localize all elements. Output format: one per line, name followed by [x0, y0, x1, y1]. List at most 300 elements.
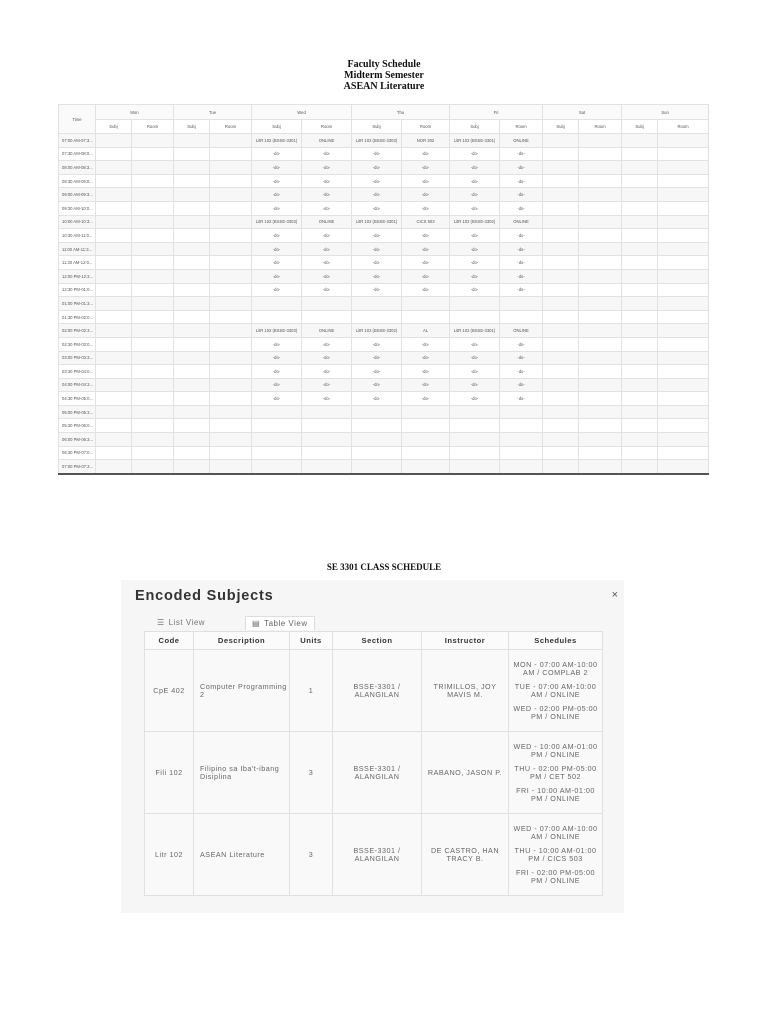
- subj-header: Subj: [622, 120, 658, 134]
- room-cell: [210, 460, 252, 474]
- title-line-2: Midterm Semester: [344, 70, 424, 81]
- day-header-mon: Mon: [96, 105, 174, 120]
- room-cell: -do-: [402, 392, 450, 406]
- room-cell: [658, 337, 709, 351]
- subj-header: Subj: [450, 120, 500, 134]
- encoded-subjects-panel: [121, 580, 624, 913]
- subj-cell: [96, 446, 132, 460]
- subj-room-header-row: [59, 120, 709, 134]
- room-cell: [500, 433, 543, 447]
- subj-cell: [543, 147, 579, 161]
- time-cell: 09:00 AM-09:3...: [59, 188, 96, 202]
- room-cell: [132, 337, 174, 351]
- room-cell: [579, 365, 622, 379]
- room-cell: [210, 405, 252, 419]
- time-cell: 04:30 PM-05:0...: [59, 392, 96, 406]
- room-cell: [210, 378, 252, 392]
- subj-cell: -do-: [352, 392, 402, 406]
- room-cell: -do-: [402, 229, 450, 243]
- subj-cell: [352, 433, 402, 447]
- room-cell: -do-: [500, 337, 543, 351]
- table-row: [59, 405, 709, 419]
- subj-cell: [622, 337, 658, 351]
- room-header: Room: [132, 120, 174, 134]
- schedule-entry: FRI - 10:00 AM-01:00 PM / ONLINE: [516, 785, 595, 803]
- room-cell: ONLINE: [302, 134, 352, 148]
- subj-cell: -do-: [450, 269, 500, 283]
- subj-cell: [622, 147, 658, 161]
- schedule-body: [59, 134, 709, 474]
- schedule-entry: WED - 07:00 AM-10:00 AM / ONLINE: [513, 823, 598, 841]
- class-schedule-title: SE 3301 CLASS SCHEDULE: [326, 562, 442, 572]
- room-cell: [402, 310, 450, 324]
- subj-cell: [174, 337, 210, 351]
- subj-cell: [543, 297, 579, 311]
- room-cell: -do-: [302, 161, 352, 175]
- subj-cell: [174, 324, 210, 338]
- subj-cell: [450, 460, 500, 474]
- room-cell: [579, 297, 622, 311]
- subj-cell: [174, 378, 210, 392]
- room-cell: -do-: [500, 269, 543, 283]
- room-cell: [132, 392, 174, 406]
- col-instructor: Instructor: [422, 632, 509, 650]
- room-cell: [579, 310, 622, 324]
- subj-cell: [174, 215, 210, 229]
- subj-cell: [622, 446, 658, 460]
- table-row: [59, 351, 709, 365]
- subj-cell: [543, 324, 579, 338]
- encoded-subjects-table: [144, 631, 603, 896]
- subj-cell: [543, 229, 579, 243]
- time-cell: 05:00 PM-05:3...: [59, 405, 96, 419]
- room-cell: [658, 405, 709, 419]
- subj-cell: [96, 337, 132, 351]
- room-cell: -do-: [402, 201, 450, 215]
- units-cell: 1: [290, 650, 333, 732]
- subj-cell: -do-: [450, 392, 500, 406]
- subj-cell: -do-: [352, 188, 402, 202]
- room-cell: NOR 302: [402, 134, 450, 148]
- room-cell: -do-: [402, 365, 450, 379]
- subj-cell: [622, 365, 658, 379]
- subj-cell: -do-: [252, 283, 302, 297]
- room-cell: [579, 433, 622, 447]
- room-cell: AL: [402, 324, 450, 338]
- subj-cell: [622, 134, 658, 148]
- room-cell: [658, 147, 709, 161]
- room-cell: [500, 446, 543, 460]
- room-cell: [658, 419, 709, 433]
- room-cell: -do-: [302, 378, 352, 392]
- room-cell: [132, 174, 174, 188]
- room-cell: [658, 392, 709, 406]
- time-cell: 06:30 PM-07:0...: [59, 446, 96, 460]
- subj-cell: [622, 188, 658, 202]
- subj-cell: -do-: [450, 174, 500, 188]
- subj-cell: [96, 297, 132, 311]
- subj-cell: [352, 297, 402, 311]
- subj-cell: -do-: [252, 392, 302, 406]
- subj-cell: [96, 161, 132, 175]
- room-cell: [302, 405, 352, 419]
- room-cell: -do-: [302, 269, 352, 283]
- tab-list-view[interactable]: [151, 616, 211, 629]
- room-cell: [579, 188, 622, 202]
- subj-cell: [543, 161, 579, 175]
- room-cell: -do-: [302, 147, 352, 161]
- col-units: Units: [290, 632, 333, 650]
- subj-cell: [622, 310, 658, 324]
- subj-cell: LitR 102 (BSSE-3303): [252, 324, 302, 338]
- room-header: Room: [302, 120, 352, 134]
- room-cell: [132, 365, 174, 379]
- room-cell: -do-: [402, 337, 450, 351]
- table-row: [59, 378, 709, 392]
- table-row: [59, 392, 709, 406]
- room-cell: [402, 460, 450, 474]
- room-cell: [210, 242, 252, 256]
- subj-cell: [622, 174, 658, 188]
- subj-cell: [252, 297, 302, 311]
- subj-cell: -do-: [450, 283, 500, 297]
- room-cell: [210, 297, 252, 311]
- subj-cell: [543, 392, 579, 406]
- subj-cell: [96, 147, 132, 161]
- table-row: [59, 256, 709, 270]
- tab-table-view[interactable]: [245, 616, 315, 630]
- subj-cell: [622, 405, 658, 419]
- time-cell: 02:30 PM-03:0...: [59, 337, 96, 351]
- title-line-1: Faculty Schedule: [347, 59, 421, 70]
- subj-cell: LitR 102 (BSSE-3303): [352, 134, 402, 148]
- room-cell: [579, 460, 622, 474]
- subj-cell: -do-: [352, 337, 402, 351]
- subj-cell: -do-: [450, 378, 500, 392]
- room-cell: [658, 269, 709, 283]
- time-cell: 11:30 AM-12:0...: [59, 256, 96, 270]
- day-header-sun: Sun: [622, 105, 709, 120]
- room-cell: -do-: [500, 378, 543, 392]
- subj-cell: [96, 229, 132, 243]
- subj-cell: -do-: [352, 242, 402, 256]
- room-cell: [500, 310, 543, 324]
- subj-cell: [450, 405, 500, 419]
- subj-cell: LitR 102 (BSSE-3301): [352, 215, 402, 229]
- room-cell: [210, 174, 252, 188]
- subj-cell: [252, 460, 302, 474]
- subj-cell: [96, 188, 132, 202]
- subj-cell: -do-: [450, 161, 500, 175]
- room-cell: [210, 310, 252, 324]
- table-row: [59, 229, 709, 243]
- room-cell: [500, 419, 543, 433]
- table-row: [59, 147, 709, 161]
- room-cell: -do-: [302, 283, 352, 297]
- room-cell: [658, 215, 709, 229]
- room-cell: -do-: [500, 351, 543, 365]
- subj-cell: -do-: [252, 378, 302, 392]
- subj-cell: [96, 433, 132, 447]
- schedules-cell: [509, 650, 603, 732]
- room-cell: [132, 256, 174, 270]
- room-cell: [500, 297, 543, 311]
- room-cell: [658, 161, 709, 175]
- subj-cell: [543, 378, 579, 392]
- room-header: Room: [402, 120, 450, 134]
- time-header: Time: [59, 105, 96, 134]
- room-cell: [210, 351, 252, 365]
- day-header-fri: Fri: [450, 105, 543, 120]
- subj-cell: [622, 392, 658, 406]
- room-cell: [658, 256, 709, 270]
- schedule-entry: MON - 07:00 AM-10:00 AM / COMPLAB 2: [513, 659, 598, 677]
- room-cell: [579, 256, 622, 270]
- subj-cell: [96, 256, 132, 270]
- room-cell: [132, 446, 174, 460]
- room-cell: [579, 283, 622, 297]
- subj-cell: [174, 269, 210, 283]
- room-cell: ONLINE: [302, 215, 352, 229]
- time-cell: 04:00 PM-04:3...: [59, 378, 96, 392]
- subj-cell: [96, 460, 132, 474]
- code-cell: CpE 402: [145, 650, 194, 732]
- subj-cell: [622, 351, 658, 365]
- room-cell: [579, 215, 622, 229]
- schedule-entry: THU - 10:00 AM-01:00 PM / CICS 503: [514, 845, 597, 863]
- room-cell: -do-: [302, 201, 352, 215]
- title-line-3: ASEAN Literature: [343, 81, 425, 92]
- table-row: [145, 814, 603, 896]
- subj-cell: LitR 102 (BSSE-3302): [352, 324, 402, 338]
- section-cell: BSSE-3301 / ALANGILAN: [333, 814, 422, 896]
- room-cell: -do-: [402, 147, 450, 161]
- subj-cell: [622, 378, 658, 392]
- room-header: Room: [579, 120, 622, 134]
- day-header-wed: Wed: [252, 105, 352, 120]
- subj-cell: [174, 283, 210, 297]
- room-cell: -do-: [500, 256, 543, 270]
- code-cell: Fili 102: [145, 732, 194, 814]
- room-cell: [210, 256, 252, 270]
- subj-cell: [174, 310, 210, 324]
- section-cell: BSSE-3301 / ALANGILAN: [333, 732, 422, 814]
- subj-cell: [174, 446, 210, 460]
- units-cell: 3: [290, 732, 333, 814]
- subj-header: Subj: [352, 120, 402, 134]
- subj-cell: [622, 256, 658, 270]
- room-cell: [658, 242, 709, 256]
- room-cell: [658, 324, 709, 338]
- subj-cell: [543, 351, 579, 365]
- section-cell: BSSE-3301 / ALANGILAN: [333, 650, 422, 732]
- time-cell: 01:30 PM-02:0...: [59, 310, 96, 324]
- subj-cell: -do-: [450, 365, 500, 379]
- schedules-cell: [509, 732, 603, 814]
- subj-cell: [96, 201, 132, 215]
- room-cell: -do-: [302, 365, 352, 379]
- subj-cell: [96, 283, 132, 297]
- tab-list-view-label: List View: [168, 618, 206, 627]
- schedule-entry: WED - 02:00 PM-05:00 PM / ONLINE: [513, 703, 598, 721]
- time-cell: 06:00 PM-06:3...: [59, 433, 96, 447]
- subj-cell: -do-: [252, 188, 302, 202]
- time-cell: 08:00 AM-08:3...: [59, 161, 96, 175]
- subj-cell: [96, 392, 132, 406]
- room-cell: [302, 460, 352, 474]
- room-cell: -do-: [500, 365, 543, 379]
- subj-cell: -do-: [352, 174, 402, 188]
- time-cell: 09:30 AM-10:0...: [59, 201, 96, 215]
- instructor-cell: RABANO, JASON P.: [422, 732, 509, 814]
- room-cell: [402, 433, 450, 447]
- room-cell: [210, 188, 252, 202]
- room-cell: [210, 229, 252, 243]
- instructor-cell: TRIMILLOS, JOY MAVIS M.: [422, 650, 509, 732]
- room-cell: -do-: [402, 378, 450, 392]
- room-cell: [132, 134, 174, 148]
- subj-cell: [96, 365, 132, 379]
- table-row: [59, 134, 709, 148]
- subj-cell: -do-: [450, 188, 500, 202]
- subj-cell: [543, 365, 579, 379]
- subj-cell: [352, 446, 402, 460]
- room-cell: [579, 392, 622, 406]
- room-cell: [658, 297, 709, 311]
- subj-cell: [174, 433, 210, 447]
- subj-cell: [174, 188, 210, 202]
- table-row: [59, 446, 709, 460]
- room-cell: [302, 310, 352, 324]
- subj-cell: [174, 174, 210, 188]
- subj-cell: LitR 102 (BSSE-3302): [450, 215, 500, 229]
- room-header: Room: [500, 120, 543, 134]
- room-cell: [132, 215, 174, 229]
- time-cell: 12:00 PM-12:3...: [59, 269, 96, 283]
- subj-cell: [96, 215, 132, 229]
- subj-cell: [543, 419, 579, 433]
- subj-cell: [96, 324, 132, 338]
- subj-cell: -do-: [252, 201, 302, 215]
- table-row: [59, 297, 709, 311]
- subj-cell: [174, 147, 210, 161]
- time-cell: 07:30 AM-08:0...: [59, 147, 96, 161]
- subj-cell: [543, 174, 579, 188]
- subj-cell: [622, 283, 658, 297]
- room-cell: [302, 297, 352, 311]
- room-cell: [132, 147, 174, 161]
- room-cell: [132, 351, 174, 365]
- room-cell: [132, 378, 174, 392]
- col-section: Section: [333, 632, 422, 650]
- room-cell: [658, 460, 709, 474]
- room-cell: [210, 201, 252, 215]
- room-cell: [210, 433, 252, 447]
- subj-cell: -do-: [352, 365, 402, 379]
- subj-cell: [543, 446, 579, 460]
- subj-cell: [450, 433, 500, 447]
- subj-cell: [96, 174, 132, 188]
- room-cell: [210, 324, 252, 338]
- room-cell: [402, 419, 450, 433]
- room-cell: -do-: [402, 161, 450, 175]
- subj-header: Subj: [252, 120, 302, 134]
- subj-cell: [622, 201, 658, 215]
- encoded-body: [145, 650, 603, 896]
- subj-cell: [352, 405, 402, 419]
- subj-cell: -do-: [352, 161, 402, 175]
- subj-cell: [622, 419, 658, 433]
- subj-cell: [450, 446, 500, 460]
- subj-cell: -do-: [352, 229, 402, 243]
- subj-cell: [96, 242, 132, 256]
- subj-cell: -do-: [352, 201, 402, 215]
- subj-cell: [543, 310, 579, 324]
- table-row: [59, 433, 709, 447]
- subj-cell: [622, 215, 658, 229]
- room-cell: [302, 433, 352, 447]
- room-cell: [579, 174, 622, 188]
- subj-cell: -do-: [252, 229, 302, 243]
- room-cell: -do-: [402, 269, 450, 283]
- table-row: [59, 337, 709, 351]
- subj-cell: [543, 283, 579, 297]
- subj-cell: -do-: [252, 242, 302, 256]
- description-cell: Filipino sa Iba't-ibang Disiplina: [194, 732, 290, 814]
- room-cell: -do-: [302, 256, 352, 270]
- subj-cell: [622, 229, 658, 243]
- subj-cell: -do-: [450, 242, 500, 256]
- room-cell: -do-: [302, 229, 352, 243]
- room-cell: [132, 229, 174, 243]
- room-cell: [132, 460, 174, 474]
- room-cell: [402, 405, 450, 419]
- subj-cell: LitR 102 (BSSE-3303): [252, 215, 302, 229]
- subj-cell: [543, 188, 579, 202]
- subj-cell: [252, 405, 302, 419]
- room-cell: [579, 351, 622, 365]
- subj-cell: [543, 405, 579, 419]
- room-cell: -do-: [500, 188, 543, 202]
- time-cell: 08:30 AM-09:0...: [59, 174, 96, 188]
- subj-cell: [96, 134, 132, 148]
- subj-cell: -do-: [352, 147, 402, 161]
- time-cell: 05:30 PM-06:0...: [59, 419, 96, 433]
- room-cell: [579, 378, 622, 392]
- room-cell: -do-: [302, 174, 352, 188]
- room-cell: [132, 242, 174, 256]
- subj-cell: -do-: [450, 256, 500, 270]
- room-cell: -do-: [500, 201, 543, 215]
- table-icon: ▤: [252, 619, 261, 628]
- subj-cell: LitR 102 (BSSE-3301): [450, 324, 500, 338]
- room-cell: [132, 419, 174, 433]
- room-cell: [210, 134, 252, 148]
- room-cell: [132, 201, 174, 215]
- room-cell: -do-: [402, 174, 450, 188]
- room-cell: [579, 161, 622, 175]
- room-cell: [658, 378, 709, 392]
- subj-cell: -do-: [352, 269, 402, 283]
- room-cell: [658, 134, 709, 148]
- subj-cell: -do-: [252, 147, 302, 161]
- room-cell: [210, 283, 252, 297]
- subj-cell: [174, 405, 210, 419]
- room-cell: -do-: [500, 242, 543, 256]
- subj-cell: [622, 269, 658, 283]
- subj-cell: -do-: [352, 378, 402, 392]
- close-icon[interactable]: ×: [611, 589, 618, 601]
